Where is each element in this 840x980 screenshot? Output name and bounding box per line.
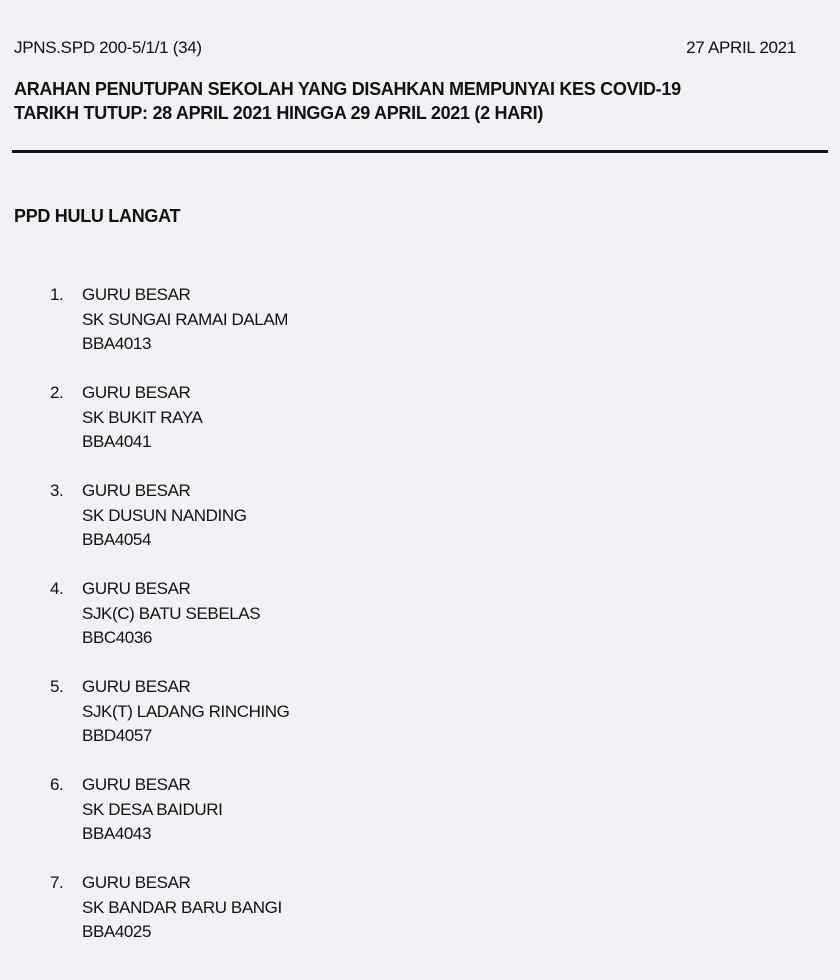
school-code: BBA4054 xyxy=(82,530,152,549)
school-name: SK BANDAR BARU BANGI xyxy=(82,897,282,917)
school-list-item xyxy=(50,773,826,847)
document-title xyxy=(14,77,826,125)
school-item-number: 4. xyxy=(50,579,64,598)
school-recipient: GURU BESAR xyxy=(82,677,191,696)
document-date: 27 APRIL 2021 xyxy=(686,38,796,57)
school-recipient: GURU BESAR xyxy=(82,285,191,304)
school-item-lines xyxy=(82,479,247,553)
document-title-line1: ARAHAN PENUTUPAN SEKOLAH YANG DISAHKAN MEMPUNYAI KES COVID-19 xyxy=(14,79,681,99)
school-recipient: GURU BESAR xyxy=(82,775,191,794)
document-title-line2: TARIKH TUTUP: 28 APRIL 2021 HINGGA 29 APRIL 2021 (2 HARI) xyxy=(14,103,544,123)
school-name: SK DESA BAIDURI xyxy=(82,799,223,819)
school-list-item xyxy=(50,675,826,749)
school-item-lines xyxy=(82,381,202,455)
school-recipient: GURU BESAR xyxy=(82,481,191,500)
school-item-number: 5. xyxy=(50,677,64,696)
school-list-item xyxy=(50,479,826,553)
school-recipient: GURU BESAR xyxy=(82,579,191,598)
school-item-lines xyxy=(82,675,290,749)
school-code: BBC4036 xyxy=(82,628,152,647)
document-header xyxy=(14,36,826,60)
school-item-number: 7. xyxy=(50,873,64,892)
school-item-number: 3. xyxy=(50,481,64,500)
horizontal-rule xyxy=(12,150,828,153)
school-code: BBA4043 xyxy=(82,824,152,843)
school-recipient: GURU BESAR xyxy=(82,383,191,402)
school-item-lines xyxy=(82,871,282,945)
school-list-item xyxy=(50,283,826,357)
section-heading: PPD HULU LANGAT xyxy=(14,206,181,226)
school-recipient: GURU BESAR xyxy=(82,873,191,892)
school-name: SK DUSUN NANDING xyxy=(82,505,247,525)
school-code: BBA4041 xyxy=(82,432,152,451)
school-name: SK BUKIT RAYA xyxy=(82,407,203,427)
school-name: SJK(T) LADANG RINCHING xyxy=(82,701,290,721)
school-item-number: 6. xyxy=(50,775,64,794)
school-list xyxy=(14,283,826,945)
school-code: BBD4057 xyxy=(82,726,152,745)
reference-number: JPNS.SPD 200-5/1/1 (34) xyxy=(14,38,202,57)
school-code: BBA4025 xyxy=(82,922,152,941)
school-item-lines xyxy=(82,773,222,847)
school-code: BBA4013 xyxy=(82,334,152,353)
school-item-lines xyxy=(82,577,260,651)
school-name: SK SUNGAI RAMAI DALAM xyxy=(82,309,289,329)
school-list-item xyxy=(50,871,826,945)
school-item-lines xyxy=(82,283,288,357)
school-list-item xyxy=(50,577,826,651)
school-item-number: 2. xyxy=(50,383,64,402)
school-list-item xyxy=(50,381,826,455)
school-item-number: 1. xyxy=(50,285,64,304)
school-name: SJK(C) BATU SEBELAS xyxy=(82,603,261,623)
